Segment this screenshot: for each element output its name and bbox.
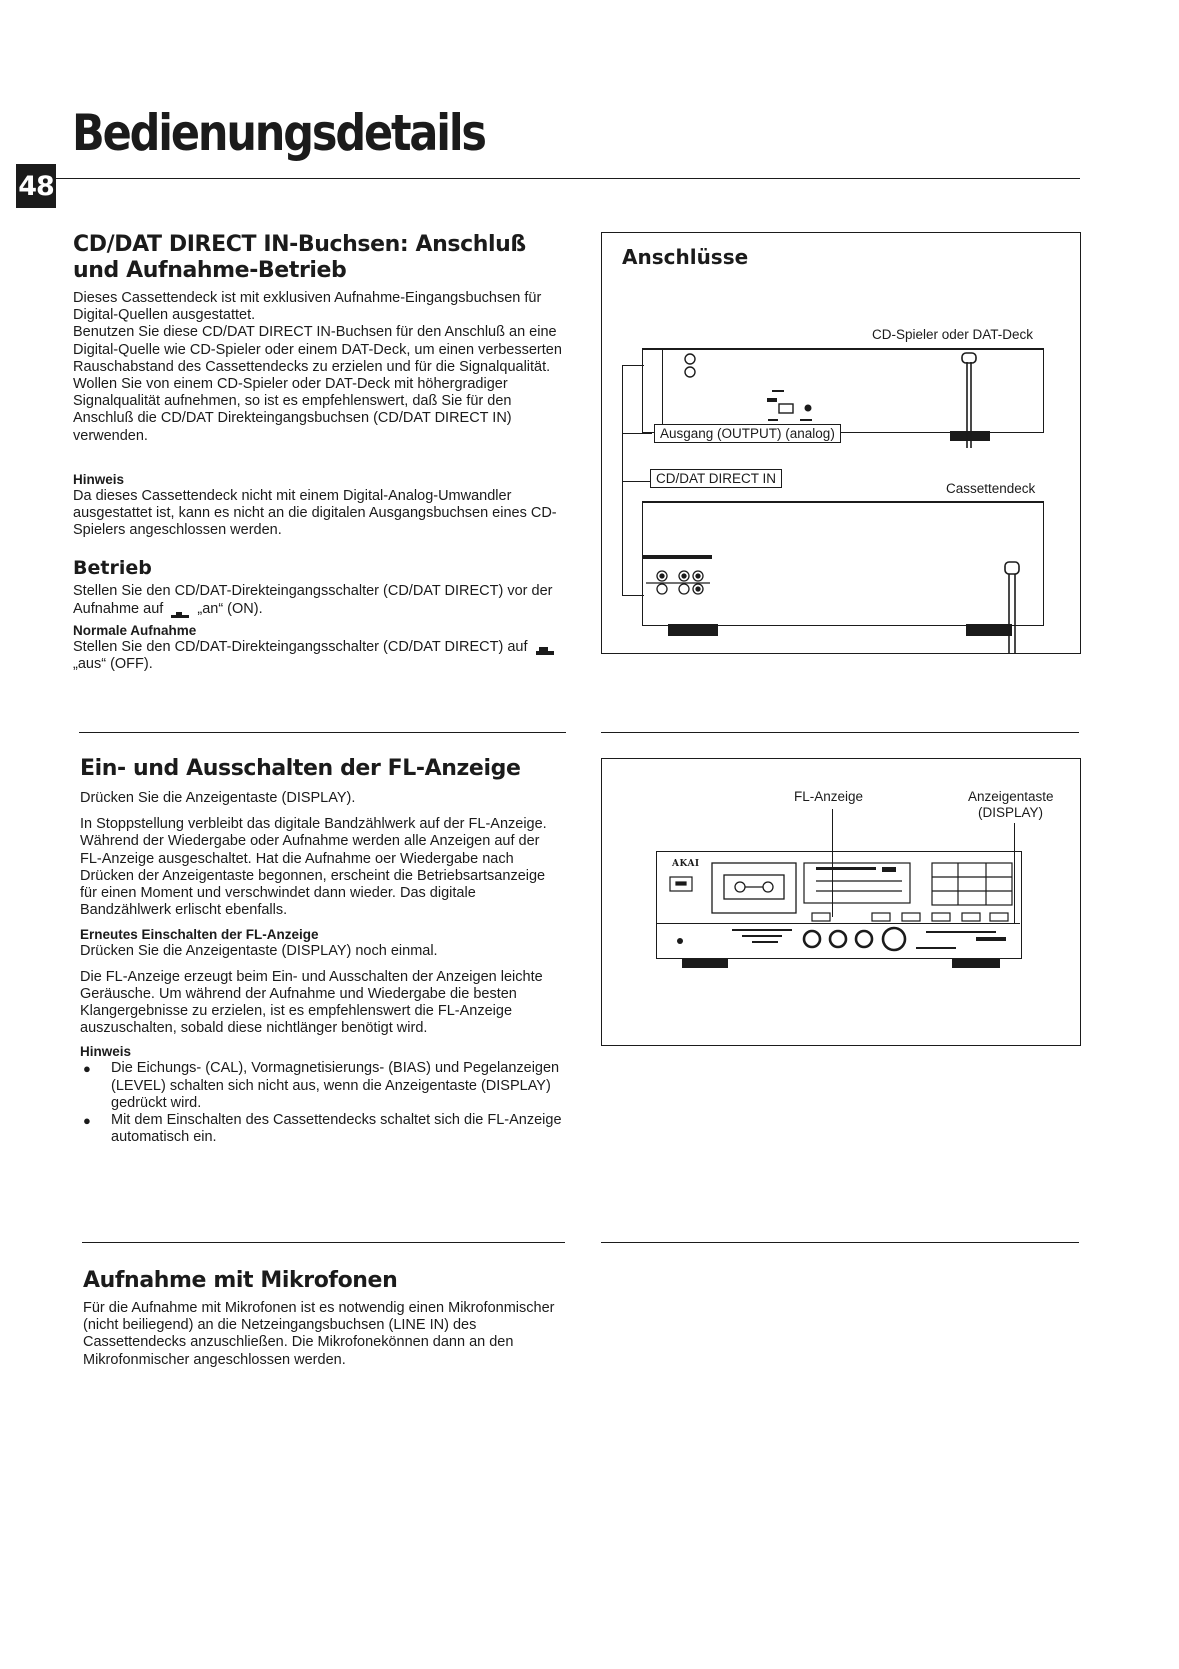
section-cd-note-text: Da dieses Cassettendeck nicht mit einem Digital-Analog-Umwandler ausgestattet ist, kann es nicht an die digitalen Ausgangsbuchsen eines CD-Spielers angeschlossen werden.	[73, 487, 557, 539]
label-cassette-deck: Cassettendeck	[946, 481, 1036, 496]
section-fl-p2: In Stoppstellung verbleibt das digitale Bandzählwerk auf der FL-Anzeige. Während der Wiedergabe oder Aufnahme werden alle Anzeigen auf der FL-Anzeige ausgeschaltet. Hat die Aufnahme oer Wiedergabe nach Drücken der Anzeigentaste begonnen, erscheint die Betriebsartsanzeige für einen Moment und verschwindet dann wieder. Das digitale Bandzählwerk erlischt ebenfalls.	[80, 816, 547, 919]
label-fl-display: FL-Anzeige	[794, 789, 864, 804]
rule-left-1	[79, 732, 566, 733]
normal-text-a: Stellen Sie den CD/DAT-Direkteingangsschalter (CD/DAT DIRECT) auf	[73, 638, 528, 655]
cd-panel-controls-icon	[767, 390, 812, 421]
headphone-jack-icon	[677, 938, 683, 944]
deck-front-foot-left	[682, 958, 728, 968]
switch-off-icon	[536, 643, 554, 651]
section-fl-note-heading: Hinweis	[80, 1044, 132, 1060]
section-mic-title: Aufnahme mit Mikrofonen	[83, 1268, 398, 1293]
section-cd-para1: Dieses Cassettendeck ist mit exklusiven Aufnahme-Eingangsbuchsen für Digital-Quellen ausgestattet.	[73, 290, 542, 324]
op-text-b: „an“ (ON).	[197, 600, 263, 617]
level-knobs-icon	[804, 928, 905, 950]
deck-front-foot-right	[952, 958, 1000, 968]
section-fl-re-text: Drücken Sie die Anzeigentaste (DISPLAY) noch einmal.	[80, 943, 438, 960]
fl-display-icon	[804, 863, 910, 903]
section-fl-title: Ein- und Ausschalten der FL-Anzeige	[80, 756, 521, 781]
section-cd-para2: Benutzen Sie diese CD/DAT DIRECT IN-Buchsen für den Anschluß an eine Digital-Quelle wie CD-Spieler oder einem DAT-Deck, um einen verbesserten Rauschabstand des Cassettendecks zu erzielen und für die Signalqualität. Wollen Sie von einem CD-Spieler oder DAT-Deck mit höhergradiger Signalqualität aufnehmen, so ist es empfehlenswert, daß Sie für den Anschluß die CD/DAT Direkteingangsbuchsen (CD/DAT DIRECT IN) verwenden.	[73, 324, 562, 444]
header-rule	[56, 178, 1080, 179]
cassette-door-icon	[712, 863, 796, 913]
section-mic-text: Für die Aufnahme mit Mikrofonen ist es notwendig einen Mikrofonmischer (nicht beiliegend) an die Netzeingangsbuchsen (LINE IN) des Cassettendecks anzuschließen. Die Mikrofonekönnen dann an den Mikrofonmischer angeschlossen werden.	[83, 1300, 555, 1368]
label-direct-leader	[622, 481, 650, 482]
section-mic	[83, 1268, 565, 1369]
normal-text-b: „aus“ (OFF).	[73, 656, 153, 673]
section-cd-normal-heading: Normale Aufnahme	[73, 622, 197, 638]
direct-in-jack-icon	[642, 555, 712, 594]
section-fl-re-heading: Erneutes Einschalten der FL-Anzeige	[80, 927, 319, 943]
cable-to-output	[622, 433, 652, 434]
deck-cable-plug-icon	[1005, 562, 1019, 653]
rule-right-1	[601, 732, 1079, 733]
rule-left-2	[82, 1242, 565, 1243]
cable-vertical	[622, 365, 623, 595]
deck-jacks	[642, 553, 1062, 653]
section-cd-title-line2: und Aufnahme-Betrieb	[73, 258, 347, 283]
cable-top-stub	[622, 365, 644, 366]
cable-bottom-stub	[622, 595, 644, 596]
section-cd-dat	[73, 232, 565, 673]
connections-title: Anschlüsse	[622, 245, 749, 269]
power-button-icon	[670, 877, 692, 891]
label-display-key-line2: (DISPLAY)	[978, 805, 1044, 820]
rule-right-2	[601, 1242, 1079, 1243]
label-cd-player: CD-Spieler oder DAT-Deck	[872, 327, 1034, 342]
deck-front-panel	[656, 851, 1022, 959]
section-cd-op-heading: Betrieb	[73, 557, 152, 580]
section-cd-note-heading: Hinweis	[73, 471, 125, 487]
transport-buttons-icon	[812, 913, 1008, 921]
section-fl-p1: Drücken Sie die Anzeigentaste (DISPLAY).	[80, 790, 356, 806]
label-output: Ausgang (OUTPUT) (analog)	[654, 424, 841, 443]
list-item: ● Mit dem Einschalten des Cassettendecks schaltet sich die FL-Anzeige automatisch ein.	[80, 1112, 564, 1146]
list-item: ● Die Eichungs- (CAL), Vormagnetisierungs- (BIAS) und Pegelanzeigen (LEVEL) schalten sich nicht aus, wenn die Anzeigentaste (DISPLAY) gedrückt wird.	[80, 1060, 564, 1112]
cd-cable-plug-icon	[962, 353, 976, 448]
brand-logo: AKAI	[672, 859, 700, 869]
output-jack-icon	[685, 354, 695, 377]
display-key-panel-icon	[932, 863, 1012, 905]
display-diagram	[601, 758, 1081, 1046]
section-fl	[80, 756, 564, 1146]
label-display-key-line1: Anzeigentaste	[968, 789, 1054, 804]
section-fl-bullets	[80, 1060, 564, 1146]
switch-on-icon	[171, 606, 189, 612]
section-fl-p3: Die FL-Anzeige erzeugt beim Ein- und Ausschalten der Anzeigen leichte Geräusche. Um während der Aufnahme und Wiedergabe die besten Klangergebnisse zu erzielen, ist es empfehlenswert die FL-Anzeige auszuschalten, sobald diese nichtlänger benötigt wird.	[80, 968, 543, 1037]
connections-diagram	[601, 232, 1081, 654]
label-direct-in: CD/DAT DIRECT IN	[650, 469, 782, 488]
page-number: 48	[16, 164, 56, 208]
section-cd-title-line1: CD/DAT DIRECT IN-Buchsen: Anschluß	[73, 232, 526, 257]
page-title: Bedienungsdetails	[72, 104, 485, 162]
section-cd-op-text	[73, 583, 565, 617]
op-text-a: Stellen Sie den CD/DAT-Direkteingangsschalter (CD/DAT DIRECT) vor der Aufnahme auf	[73, 583, 553, 617]
section-cd-normal-text	[73, 639, 565, 673]
